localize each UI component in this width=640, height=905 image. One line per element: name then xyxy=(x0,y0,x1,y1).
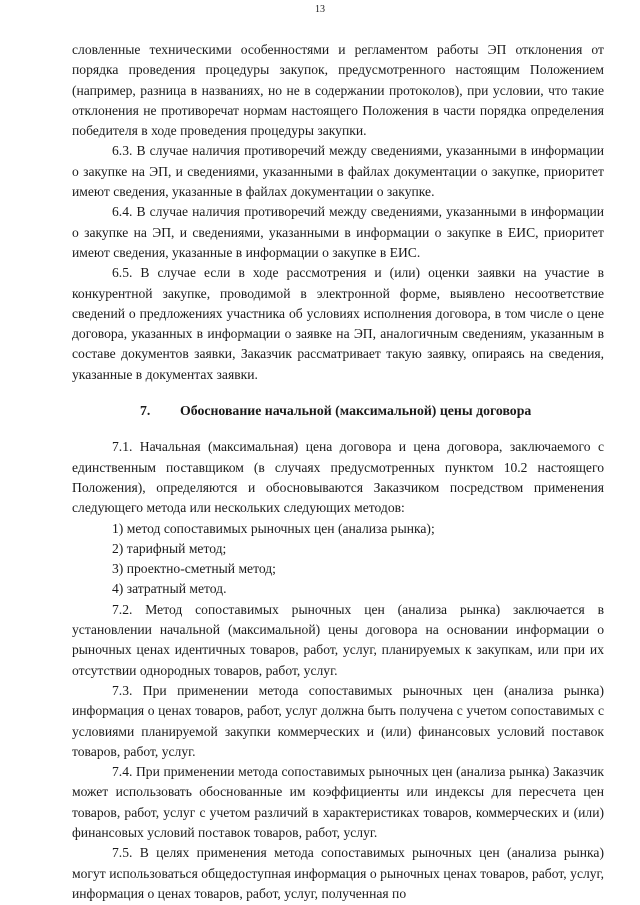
paragraph-7-3: 7.3. При применении метода сопоставимых рыночных цен (анализа рынка) информация о ценах товаров, работ, услуг должна быть получена с учетом сопоставимых с условиями планируемой закупки коммерческих и (или) финансовых условий поставок товаров, работ, услуг. xyxy=(72,682,604,759)
method-item: 1) метод сопоставимых рыночных цен (анализа рынка); xyxy=(112,520,435,536)
page-number: 13 xyxy=(315,4,325,15)
page-content xyxy=(72,40,604,904)
section-7-title: Обоснование начальной (максимальной) цены договора xyxy=(180,403,532,419)
method-item: 2) тарифный метод; xyxy=(112,540,227,556)
section-7-heading xyxy=(72,401,604,421)
paragraph-7-5: 7.5. В целях применения метода сопоставимых рыночных цен (анализа рынка) могут использоваться общедоступная информация о рыночных ценах товаров, работ, услуг, информация о ценах товаров, работ, услуг, полученная по xyxy=(72,845,604,901)
paragraph-7-2: 7.2. Метод сопоставимых рыночных цен (анализа рынка) заключается в установлении начальной (максимальной) цены договора на основании информации о рыночных ценах идентичных товаров, работ, услуг, планируемых к закупкам, или при их отсутствии однородных товаров, работ, услуг. xyxy=(72,601,604,678)
section-7-number: 7. xyxy=(140,403,151,419)
paragraph-6-3: 6.3. В случае наличия противоречий между сведениями, указанными в информации о закупке на ЭП, и сведениями, указанными в файлах документации о закупке, приоритет имеют сведения, указанные в файлах документации о закупке. xyxy=(72,143,604,200)
paragraph-7-1: 7.1. Начальная (максимальная) цена договора и цена договора, заключаемого с единственным поставщиком (в случаях предусмотренных пунктом 10.2 настоящего Положения), определяются и обосновываются Заказчиком посредством применения следующего метода или нескольких следующих методов: xyxy=(72,439,604,516)
paragraph-6-4: 6.4. В случае наличия противоречий между сведениями, указанными в информации о закупке на ЭП, и сведениями, указанными в информации о закупке в ЕИС, приоритет имеют сведения, указанные в информации о закупке в ЕИС. xyxy=(72,204,604,260)
paragraph-7-4: 7.4. При применении метода сопоставимых рыночных цен (анализа рынка) Заказчик может использовать обоснованные им коэффициенты или индексы для пересчета цен товаров, работ, услуг с учетом различий в характеристиках товаров, коммерческих и (или) финансовых условий поставок товаров, работ, услуг. xyxy=(72,764,604,840)
method-item: 3) проектно-сметный метод; xyxy=(112,561,276,577)
paragraph-6-2-continuation: словленные техническими особенностями и регламентом работы ЭП отклонения от порядка проведения процедуры закупок, предусмотренного настоящим Положением (например, разница в названиях, но не в содержании протоколов), при условии, что такие отклонения не противоречат нормам настоящего Положения в части порядка определения победителя в ходе проведения процедуры закупки. xyxy=(72,42,604,139)
paragraph-6-5: 6.5. В случае если в ходе рассмотрения и (или) оценки заявки на участие в конкурентной закупке, проводимой в электронной форме, выявлено несоответствие сведений о предложениях участника об условиях исполнения договора, в том числе о цене договора, указанных в информации о заявке на ЭП, аналогичным сведениям, указанным в составе документов заявки, Заказчик рассматривает такую заявку, опираясь на сведения, указанные в документах заявки. xyxy=(72,265,604,382)
method-item: 4) затратный метод. xyxy=(112,581,227,597)
